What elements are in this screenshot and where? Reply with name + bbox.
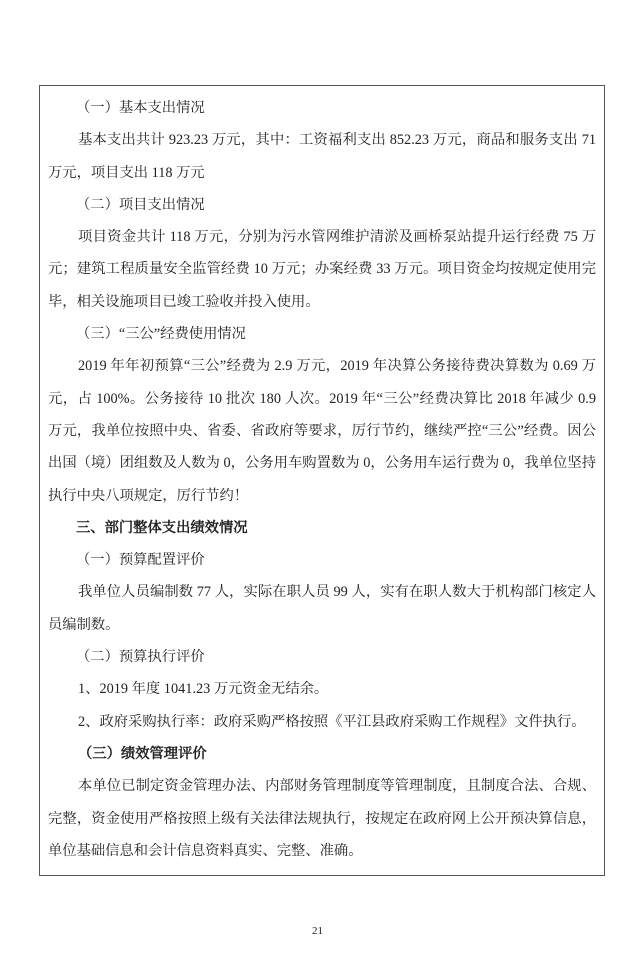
page-number: 21: [312, 925, 323, 938]
paragraph-performance-management: 本单位已制定资金管理办法、内部财务管理制度等管理制度，且制度合法、合规、完整，资金使用严格按照上级有关法律法规执行，按规定在政府网上公开预决算信息，单位基础信息和会计信息资料真实、完整、准确。: [48, 778, 596, 859]
paragraph-budget-allocation: 我单位人员编制数 77 人，实际在职人员 99 人，实有在职人数大于机构部门核定人员编制数。: [48, 584, 596, 633]
subheading-three-public: （三）“三公”经费使用情况: [76, 326, 246, 343]
subheading-budget-execution: （二）预算执行评价: [76, 649, 205, 666]
subheading-budget-allocation: （一）预算配置评价: [76, 552, 205, 569]
subheading-project-expenditure: （二）项目支出情况: [76, 196, 205, 213]
section-heading-performance: 三、部门整体支出绩效情况: [76, 519, 248, 536]
subheading-basic-expenditure: （一）基本支出情况: [76, 100, 205, 116]
paragraph-execution-item-2: 2、政府采购执行率：政府采购严格按照《平江县政府采购工作规程》文件执行。: [78, 713, 586, 730]
paragraph-three-public: 2019 年年初预算“三公”经费为 2.9 万元，2019 年决算公务接待费决算数为 0.69 万元，占 100%。公务接待 10 批次 180 人次。2019 年“三公”经费决算比 2018 年减少 0.9 万元，我单位按照中央、省委、省政府等要求，厉行节约，继续严控“三公”经费。因公出国（境）团组数及人数为 0，公务用车购置数为 0，公务用车运行费为 0，我单位坚持执行中央八项规定，厉行节约！: [48, 358, 596, 504]
paragraph-project-expenditure: 项目资金共计 118 万元，分别为污水管网维护清淤及画桥泵站提升运行经费 75 万元；建筑工程质量安全监管经费 10 万元；办案经费 33 万元。项目资金均按规定使用完毕，相关设施项目已竣工验收并投入使用。: [48, 229, 596, 310]
subheading-performance-management: （三）绩效管理评价: [78, 745, 207, 762]
paragraph-basic-expenditure: 基本支出共计 923.23 万元，其中：工资福利支出 852.23 万元，商品和服务支出 71 万元，项目支出 118 万元: [48, 132, 596, 181]
paragraph-execution-item-1: 1、2019 年度 1041.23 万元资金无结余。: [78, 681, 329, 698]
content-frame: [39, 85, 605, 876]
